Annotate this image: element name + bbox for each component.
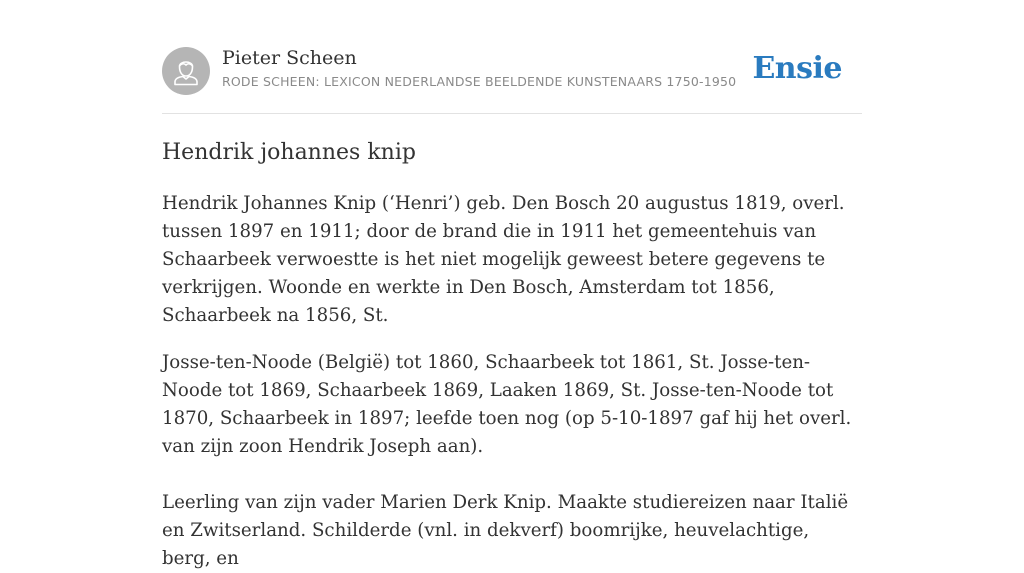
- article-paragraph: Leerling van zijn vader Marien Derk Knip. Maakte studiereizen naar Italië en Zwitserland. Schilderde (vnl. in dekverf) boomrijke, heuvelachtige, berg, en: [162, 492, 849, 569]
- header-divider: [162, 113, 862, 114]
- avatar[interactable]: [162, 47, 210, 95]
- header: [162, 46, 862, 96]
- article-body: [162, 190, 862, 573]
- source-label[interactable]: RODE SCHEEN: LEXICON NEDERLANDSE BEELDENDE KUNSTENAARS 1750-1950: [222, 74, 737, 89]
- author-name[interactable]: Pieter Scheen: [222, 47, 357, 69]
- article-paragraph: Hendrik Johannes Knip (‘Henri’) geb. Den Bosch 20 augustus 1819, overl. tussen 1897 en 1911; door de brand die in 1911 het gemeentehuis van Schaarbeek verwoestte is het niet mogelijk geweest betere gegevens te verkrijgen. Woonde en werkte in Den Bosch, Amsterdam tot 1856, Schaarbeek na 1856, St.: [162, 193, 845, 326]
- article-title: Hendrik johannes knip: [162, 140, 416, 165]
- brand-logo[interactable]: Ensie: [752, 51, 842, 86]
- article-paragraph: Josse-ten-Noode (België) tot 1860, Schaarbeek tot 1861, St. Josse-ten-Noode tot 1869, Schaarbeek 1869, Laaken 1869, St. Josse-ten-Noode tot 1870, Schaarbeek in 1897; leefde toen nog (op 5-10-1897 gaf hij het overl. van zijn zoon Hendrik Joseph aan).: [162, 352, 852, 457]
- user-silhouette-icon: [162, 47, 210, 95]
